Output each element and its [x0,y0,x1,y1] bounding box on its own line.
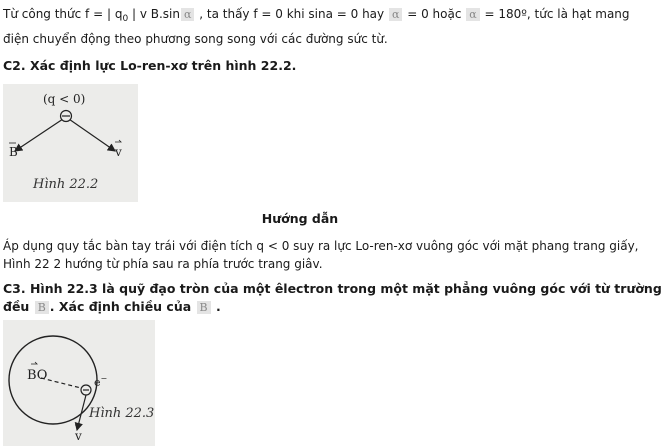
text-segment: = 0 hoặc [403,7,466,21]
vector-arrow-icon [115,140,121,142]
guide-line-1: Áp dụng quy tắc bàn tay trái với điện tích q < 0 suy ra lực Lo-ren-xơ vuông góc với mặt phang trang giấy, [3,239,639,253]
guide-heading: Hướng dẫn [261,211,339,226]
c3-line-1: C3. Hình 22.3 là quỹ đạo tròn của một êlectron trong một mặt phẳng vuông góc với từ trường [3,281,662,296]
electron-label [94,374,107,389]
charge-label: (q < 0) [43,92,86,106]
alpha-symbol: α [389,8,402,21]
figure-22-3 [3,320,155,446]
text-segment: = 180º, tức là hạt mang [480,7,630,21]
paragraph-1-line-1 [3,6,630,27]
figure-caption: Hình 22.2 [33,177,99,192]
alpha-symbol: α [181,8,194,21]
figure-caption: Hình 22.3 [89,406,155,421]
text-segment: , ta thấy f = 0 khi sina = 0 hay [195,7,388,21]
text-segment: | v B.sin [128,7,180,21]
electron-symbol: e [94,376,101,389]
circular-orbit [9,336,97,424]
subscript: 0 [122,14,129,24]
vector-arrow-icon [31,362,37,364]
v-label: v [115,145,122,159]
figure-22-2 [3,84,138,202]
b-field-symbol: B [197,301,211,314]
c2-heading: C2. Xác định lực Lo-ren-xơ trên hình 22.2. [3,58,297,73]
b-label: B [9,145,18,159]
guide-line-2: Hình 22 2 hướng từ phía sau ra phía trước trang giâv. [3,257,323,271]
v-vector-arrow [66,117,115,151]
text-segment: Từ công thức f = | q [3,7,123,21]
center-label: BO [27,368,48,383]
b-vector-arrow [15,117,66,151]
b-field-symbol: B [35,301,49,314]
c3-line-2 [3,299,221,315]
text-segment: . Xác định chiều của [49,299,196,314]
electron-superscript: − [100,374,108,383]
text-segment: đều [3,299,34,314]
text-segment: . [211,299,221,314]
alpha-symbol: α [466,8,479,21]
v-label: v [75,429,82,443]
paragraph-1-line-2: điện chuyển động theo phương song song với các đường sức từ. [3,32,388,46]
